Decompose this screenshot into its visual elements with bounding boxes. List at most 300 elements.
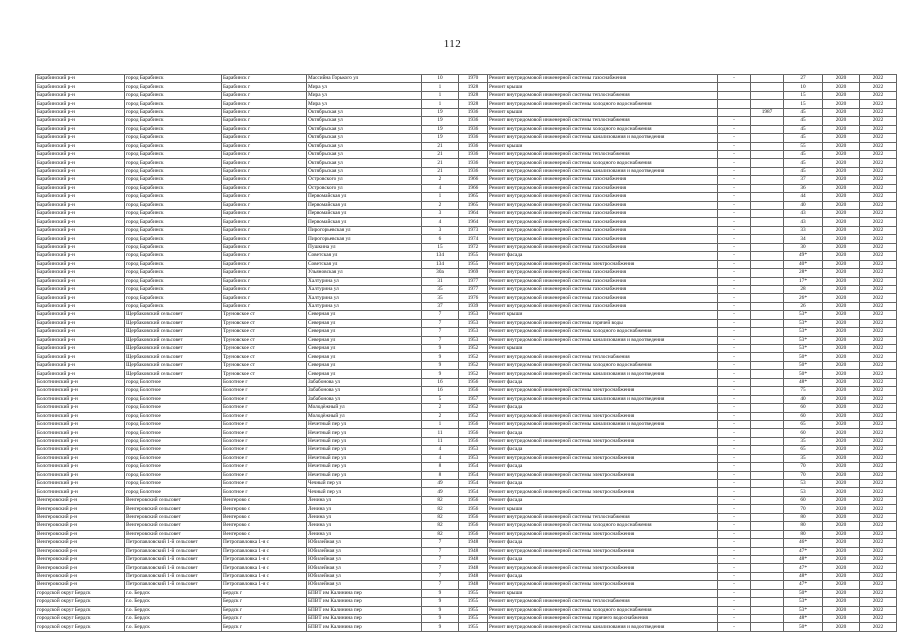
district-cell: Барабинский р-н — [36, 201, 125, 209]
code-cell: - — [718, 572, 751, 580]
table-row — [36, 471, 897, 479]
quantity-cell: 37 — [784, 176, 823, 184]
code-cell: - — [718, 361, 751, 369]
street-cell: Островского ул — [307, 184, 422, 192]
start-year-cell: 2020 — [823, 404, 860, 412]
table-row — [36, 598, 897, 606]
house-cell: 3 — [422, 226, 459, 234]
district-cell: Барабинский р-н — [36, 311, 125, 319]
street-cell: Ленина ул — [307, 496, 422, 504]
locality-cell: Барабинск г — [222, 260, 307, 268]
locality-cell: Барабинск г — [222, 159, 307, 167]
house-cell: 16 — [422, 378, 459, 386]
end-year-cell: 2022 — [860, 142, 897, 150]
year-cell — [751, 319, 784, 327]
year-built-cell: 1954 — [459, 480, 488, 488]
district-cell: Барабинский р-н — [36, 83, 125, 91]
locality-cell: Болотное г — [222, 395, 307, 403]
year-built-cell: 1954 — [459, 488, 488, 496]
work-type-cell: Ремонт внутридомовой инженерной системы газоснабжения — [488, 75, 718, 83]
house-cell: 9 — [422, 353, 459, 361]
year-cell — [751, 176, 784, 184]
district-cell: Барабинский р-н — [36, 176, 125, 184]
year-cell — [751, 353, 784, 361]
municipality-cell: город Болотное — [125, 404, 222, 412]
street-cell: Халтурина ул — [307, 285, 422, 293]
end-year-cell: 2022 — [860, 539, 897, 547]
work-type-cell: Ремонт внутридомовой инженерной системы канализования и водоотведения — [488, 336, 718, 344]
quantity-cell: 53* — [784, 311, 823, 319]
start-year-cell: 2020 — [823, 302, 860, 310]
street-cell: Северная ул — [307, 328, 422, 336]
district-cell: Болотнинский р-н — [36, 395, 125, 403]
street-cell: Нечетный пер ул — [307, 463, 422, 471]
house-cell: 11 — [422, 429, 459, 437]
street-cell: Чечный пер ул — [307, 480, 422, 488]
year-built-cell: 1955 — [459, 598, 488, 606]
code-cell: - — [718, 252, 751, 260]
start-year-cell: 2020 — [823, 83, 860, 91]
end-year-cell: 2022 — [860, 294, 897, 302]
house-cell: 19 — [422, 125, 459, 133]
year-built-cell: 1956 — [459, 437, 488, 445]
table-row — [36, 387, 897, 395]
municipality-cell: город Барабинск — [125, 201, 222, 209]
work-type-cell: Ремонт внутридомовой инженерной системы электроснабжения — [488, 454, 718, 462]
street-cell: Островского ул — [307, 176, 422, 184]
table-row — [36, 201, 897, 209]
house-cell: 21 — [422, 150, 459, 158]
table-row — [36, 463, 897, 471]
house-cell: 9 — [422, 589, 459, 597]
quantity-cell: 30 — [784, 243, 823, 251]
year-built-cell: 1952 — [459, 353, 488, 361]
quantity-cell: 80 — [784, 530, 823, 538]
municipality-cell: город Болотное — [125, 488, 222, 496]
code-cell: - — [718, 311, 751, 319]
code-cell: - — [718, 269, 751, 277]
quantity-cell: 44 — [784, 193, 823, 201]
end-year-cell: 2022 — [860, 91, 897, 99]
code-cell: - — [718, 555, 751, 563]
year-cell — [751, 471, 784, 479]
year-built-cell: 1973 — [459, 226, 488, 234]
house-cell: 134 — [422, 252, 459, 260]
end-year-cell: 2022 — [860, 564, 897, 572]
start-year-cell: 2020 — [823, 311, 860, 319]
code-cell: - — [718, 134, 751, 142]
house-cell: 1 — [422, 83, 459, 91]
municipality-cell: город Барабинск — [125, 108, 222, 116]
house-cell: 8 — [422, 463, 459, 471]
year-cell — [751, 412, 784, 420]
work-type-cell: Ремонт фасада — [488, 429, 718, 437]
quantity-cell: 43 — [784, 218, 823, 226]
district-cell: Барабинский р-н — [36, 210, 125, 218]
code-cell — [718, 100, 751, 108]
start-year-cell: 2020 — [823, 336, 860, 344]
year-cell — [751, 370, 784, 378]
street-cell: БПВТ им Калинина пер — [307, 623, 422, 631]
table-row — [36, 193, 897, 201]
work-type-cell: Ремонт крыши — [488, 142, 718, 150]
year-cell — [751, 252, 784, 260]
locality-cell: Труновское ст — [222, 336, 307, 344]
table-row — [36, 91, 897, 99]
district-cell: Болотнинский р-н — [36, 387, 125, 395]
start-year-cell: 2020 — [823, 260, 860, 268]
start-year-cell: 2020 — [823, 252, 860, 260]
house-cell: 82 — [422, 513, 459, 521]
district-cell: Барабинский р-н — [36, 294, 125, 302]
code-cell: - — [718, 319, 751, 327]
locality-cell: Венгерово с — [222, 530, 307, 538]
municipality-cell: город Барабинск — [125, 125, 222, 133]
table-row — [36, 345, 897, 353]
year-built-cell: 1977 — [459, 277, 488, 285]
start-year-cell: 2020 — [823, 496, 860, 504]
start-year-cell: 2020 — [823, 615, 860, 623]
municipality-cell: город Барабинск — [125, 167, 222, 175]
page-number: 112 — [443, 38, 462, 50]
house-cell: 9 — [422, 598, 459, 606]
table-row — [36, 210, 897, 218]
end-year-cell: 2022 — [860, 361, 897, 369]
year-built-cell: 1956 — [459, 505, 488, 513]
locality-cell: Барабинск г — [222, 269, 307, 277]
work-type-cell: Ремонт внутридомовой инженерной системы газоснабжения — [488, 210, 718, 218]
year-cell — [751, 285, 784, 293]
district-cell: Барабинский р-н — [36, 117, 125, 125]
table-row — [36, 117, 897, 125]
district-cell: Болотнинский р-н — [36, 378, 125, 386]
work-type-cell: Ремонт внутридомовой инженерной системы холодного водоснабжения — [488, 125, 718, 133]
work-type-cell: Ремонт крыши — [488, 83, 718, 91]
table-row — [36, 83, 897, 91]
work-type-cell: Ремонт внутридомовой инженерной системы газоснабжения — [488, 193, 718, 201]
year-built-cell: 1966 — [459, 176, 488, 184]
municipality-cell: Петропавловский 1-й сельсовет — [125, 581, 222, 589]
street-cell: Северная ул — [307, 345, 422, 353]
municipality-cell: Щербаковский сельсовет — [125, 319, 222, 327]
year-built-cell: 1936 — [459, 142, 488, 150]
table-row — [36, 480, 897, 488]
district-cell: Барабинский р-н — [36, 226, 125, 234]
street-cell: Октябрьская ул — [307, 150, 422, 158]
municipality-cell: г.о. Бердск — [125, 615, 222, 623]
municipality-cell: Венгеровский сельсовет — [125, 530, 222, 538]
table-row — [36, 226, 897, 234]
house-cell: 7 — [422, 581, 459, 589]
locality-cell: Болотное г — [222, 387, 307, 395]
work-type-cell: Ремонт внутридомовой инженерной системы газоснабжения — [488, 176, 718, 184]
code-cell: - — [718, 429, 751, 437]
table-row — [36, 142, 897, 150]
start-year-cell: 2020 — [823, 328, 860, 336]
year-cell — [751, 235, 784, 243]
quantity-cell: 60 — [784, 412, 823, 420]
locality-cell: Барабинск г — [222, 193, 307, 201]
municipality-cell: город Болотное — [125, 412, 222, 420]
work-type-cell: Ремонт внутридомовой инженерной системы холодного водоснабжения — [488, 522, 718, 530]
code-cell: - — [718, 581, 751, 589]
work-type-cell: Ремонт внутридомовой инженерной системы теплоснабжения — [488, 91, 718, 99]
street-cell: Молодёжный ул — [307, 404, 422, 412]
table-row — [36, 361, 897, 369]
locality-cell: Барабинск г — [222, 167, 307, 175]
table-row — [36, 496, 897, 504]
work-type-cell: Ремонт внутридомовой инженерной системы газоснабжения — [488, 243, 718, 251]
municipality-cell: город Барабинск — [125, 75, 222, 83]
end-year-cell: 2022 — [860, 505, 897, 513]
end-year-cell: 2022 — [860, 167, 897, 175]
house-cell: 4 — [422, 184, 459, 192]
table-row — [36, 125, 897, 133]
quantity-cell: 27 — [784, 75, 823, 83]
year-built-cell: 1952 — [459, 345, 488, 353]
year-cell — [751, 598, 784, 606]
end-year-cell: 2022 — [860, 412, 897, 420]
quantity-cell: 80 — [784, 513, 823, 521]
district-cell: Барабинский р-н — [36, 100, 125, 108]
start-year-cell: 2020 — [823, 235, 860, 243]
start-year-cell: 2020 — [823, 539, 860, 547]
house-cell: 16 — [422, 387, 459, 395]
code-cell: - — [718, 294, 751, 302]
quantity-cell: 48* — [784, 555, 823, 563]
district-cell: Венгеровский р-н — [36, 530, 125, 538]
locality-cell: Барабинск г — [222, 134, 307, 142]
year-built-cell: 1955 — [459, 252, 488, 260]
end-year-cell: 2022 — [860, 598, 897, 606]
table-row — [36, 134, 897, 142]
end-year-cell: 2022 — [860, 353, 897, 361]
locality-cell: Барабинск г — [222, 150, 307, 158]
quantity-cell: 36 — [784, 184, 823, 192]
end-year-cell: 2022 — [860, 302, 897, 310]
end-year-cell: 2022 — [860, 83, 897, 91]
work-type-cell: Ремонт фасада — [488, 446, 718, 454]
house-cell: 19 — [422, 117, 459, 125]
end-year-cell: 2022 — [860, 530, 897, 538]
quantity-cell: 53* — [784, 319, 823, 327]
locality-cell: Болотное г — [222, 404, 307, 412]
quantity-cell: 70 — [784, 471, 823, 479]
table-row — [36, 522, 897, 530]
municipality-cell: город Барабинск — [125, 159, 222, 167]
street-cell: Октябрьская ул — [307, 134, 422, 142]
quantity-cell: 15 — [784, 100, 823, 108]
start-year-cell: 2020 — [823, 184, 860, 192]
locality-cell: Барабинск г — [222, 294, 307, 302]
street-cell: Октябрьская ул — [307, 167, 422, 175]
end-year-cell: 2022 — [860, 378, 897, 386]
house-cell: 21 — [422, 167, 459, 175]
quantity-cell: 45 — [784, 108, 823, 116]
work-type-cell: Ремонт внутридомовой инженерной системы газоснабжения — [488, 269, 718, 277]
work-type-cell: Ремонт внутридомовой инженерной системы газоснабжения — [488, 277, 718, 285]
quantity-cell: 60 — [784, 496, 823, 504]
year-built-cell: 1955 — [459, 260, 488, 268]
year-built-cell: 1952 — [459, 361, 488, 369]
year-built-cell: 1939 — [459, 302, 488, 310]
year-cell — [751, 547, 784, 555]
start-year-cell: 2020 — [823, 463, 860, 471]
locality-cell: Труновское ст — [222, 328, 307, 336]
start-year-cell: 2020 — [823, 353, 860, 361]
year-built-cell: 1954 — [459, 471, 488, 479]
end-year-cell: 2022 — [860, 117, 897, 125]
code-cell: - — [718, 395, 751, 403]
year-built-cell: 1948 — [459, 539, 488, 547]
end-year-cell: 2022 — [860, 513, 897, 521]
year-built-cell: 1965 — [459, 193, 488, 201]
quantity-cell: 47* — [784, 564, 823, 572]
house-cell: 9 — [422, 606, 459, 614]
year-cell — [751, 463, 784, 471]
street-cell: Нечетный пер ул — [307, 454, 422, 462]
end-year-cell: 2022 — [860, 328, 897, 336]
year-cell — [751, 564, 784, 572]
locality-cell: Барабинск г — [222, 108, 307, 116]
house-cell: 7 — [422, 319, 459, 327]
locality-cell: Барабинск г — [222, 218, 307, 226]
locality-cell: Барабинск г — [222, 302, 307, 310]
start-year-cell: 2020 — [823, 395, 860, 403]
street-cell: Юбилейная ул — [307, 564, 422, 572]
year-built-cell: 1956 — [459, 522, 488, 530]
municipality-cell: город Барабинск — [125, 210, 222, 218]
house-cell: 82 — [422, 530, 459, 538]
locality-cell: Петропавловка 1-я с — [222, 555, 307, 563]
start-year-cell: 2020 — [823, 522, 860, 530]
code-cell: - — [718, 218, 751, 226]
end-year-cell: 2022 — [860, 395, 897, 403]
year-built-cell: 1936 — [459, 117, 488, 125]
municipality-cell: город Барабинск — [125, 134, 222, 142]
year-built-cell: 1969 — [459, 269, 488, 277]
locality-cell: Барабинск г — [222, 142, 307, 150]
quantity-cell: 50* — [784, 370, 823, 378]
end-year-cell: 2022 — [860, 252, 897, 260]
locality-cell: Болотное г — [222, 437, 307, 445]
municipality-cell: город Барабинск — [125, 100, 222, 108]
year-built-cell: 1948 — [459, 547, 488, 555]
house-cell: 7 — [422, 564, 459, 572]
year-built-cell: 1956 — [459, 530, 488, 538]
district-cell: Барабинский р-н — [36, 91, 125, 99]
end-year-cell: 2022 — [860, 277, 897, 285]
house-cell: 9 — [422, 361, 459, 369]
end-year-cell: 2022 — [860, 480, 897, 488]
district-cell: Венгеровский р-н — [36, 539, 125, 547]
locality-cell: Труновское ст — [222, 345, 307, 353]
end-year-cell: 2022 — [860, 226, 897, 234]
street-cell: Ленина ул — [307, 505, 422, 513]
district-cell: Барабинский р-н — [36, 260, 125, 268]
end-year-cell: 2022 — [860, 75, 897, 83]
year-built-cell: 1948 — [459, 564, 488, 572]
end-year-cell: 2022 — [860, 581, 897, 589]
table-row — [36, 100, 897, 108]
year-built-cell: 1936 — [459, 125, 488, 133]
work-type-cell: Ремонт фасада — [488, 378, 718, 386]
municipality-cell: Щербаковский сельсовет — [125, 345, 222, 353]
code-cell: - — [718, 243, 751, 251]
work-type-cell: Ремонт внутридомовой инженерной системы газоснабжения — [488, 302, 718, 310]
code-cell: - — [718, 125, 751, 133]
municipality-cell: Щербаковский сельсовет — [125, 336, 222, 344]
house-cell: 7 — [422, 328, 459, 336]
work-type-cell: Ремонт внутридомовой инженерной системы газоснабжения — [488, 226, 718, 234]
street-cell: Нечетный пер ул — [307, 429, 422, 437]
code-cell: - — [718, 496, 751, 504]
code-cell: - — [718, 598, 751, 606]
year-built-cell: 1954 — [459, 463, 488, 471]
work-type-cell: Ремонт внутридомовой инженерной системы газоснабжения — [488, 294, 718, 302]
quantity-cell: 10 — [784, 83, 823, 91]
work-type-cell: Ремонт внутридомовой инженерной системы теплоснабжения — [488, 353, 718, 361]
start-year-cell: 2020 — [823, 167, 860, 175]
year-built-cell: 1956 — [459, 378, 488, 386]
locality-cell: Барабинск г — [222, 125, 307, 133]
street-cell: БПВТ им Калинина пер — [307, 615, 422, 623]
municipality-cell: город Барабинск — [125, 226, 222, 234]
house-cell: 49 — [422, 488, 459, 496]
street-cell: Юбилейная ул — [307, 581, 422, 589]
end-year-cell: 2022 — [860, 437, 897, 445]
district-cell: Венгеровский р-н — [36, 522, 125, 530]
street-cell: Первомайская ул — [307, 193, 422, 201]
house-cell: 30а — [422, 269, 459, 277]
district-cell: Барабинский р-н — [36, 142, 125, 150]
quantity-cell: 28* — [784, 269, 823, 277]
code-cell: - — [718, 539, 751, 547]
locality-cell: Болотное г — [222, 429, 307, 437]
start-year-cell: 2020 — [823, 480, 860, 488]
work-type-cell: Ремонт внутридомовой инженерной системы холодного водоснабжения — [488, 100, 718, 108]
year-cell — [751, 193, 784, 201]
house-cell: 1 — [422, 420, 459, 428]
district-cell: Барабинский р-н — [36, 319, 125, 327]
start-year-cell: 2020 — [823, 387, 860, 395]
house-cell: 9 — [422, 623, 459, 631]
start-year-cell: 2020 — [823, 226, 860, 234]
repair-register-table — [35, 74, 897, 632]
municipality-cell: город Барабинск — [125, 302, 222, 310]
house-cell: 8 — [422, 471, 459, 479]
work-type-cell: Ремонт внутридомовой инженерной системы электроснабжения — [488, 412, 718, 420]
municipality-cell: город Болотное — [125, 429, 222, 437]
locality-cell: Венгерово с — [222, 505, 307, 513]
locality-cell: Бердск г — [222, 623, 307, 631]
municipality-cell: Щербаковский сельсовет — [125, 353, 222, 361]
street-cell: Северная ул — [307, 311, 422, 319]
year-cell — [751, 530, 784, 538]
municipality-cell: г.о. Бердск — [125, 598, 222, 606]
table-row — [36, 353, 897, 361]
year-built-cell: 1965 — [459, 201, 488, 209]
street-cell: Юбилейная ул — [307, 555, 422, 563]
year-cell — [751, 75, 784, 83]
year-built-cell: 1957 — [459, 395, 488, 403]
year-cell — [751, 572, 784, 580]
quantity-cell: 45 — [784, 167, 823, 175]
table-row — [36, 167, 897, 175]
year-cell — [751, 539, 784, 547]
house-cell: 49 — [422, 480, 459, 488]
district-cell: Барабинский р-н — [36, 150, 125, 158]
